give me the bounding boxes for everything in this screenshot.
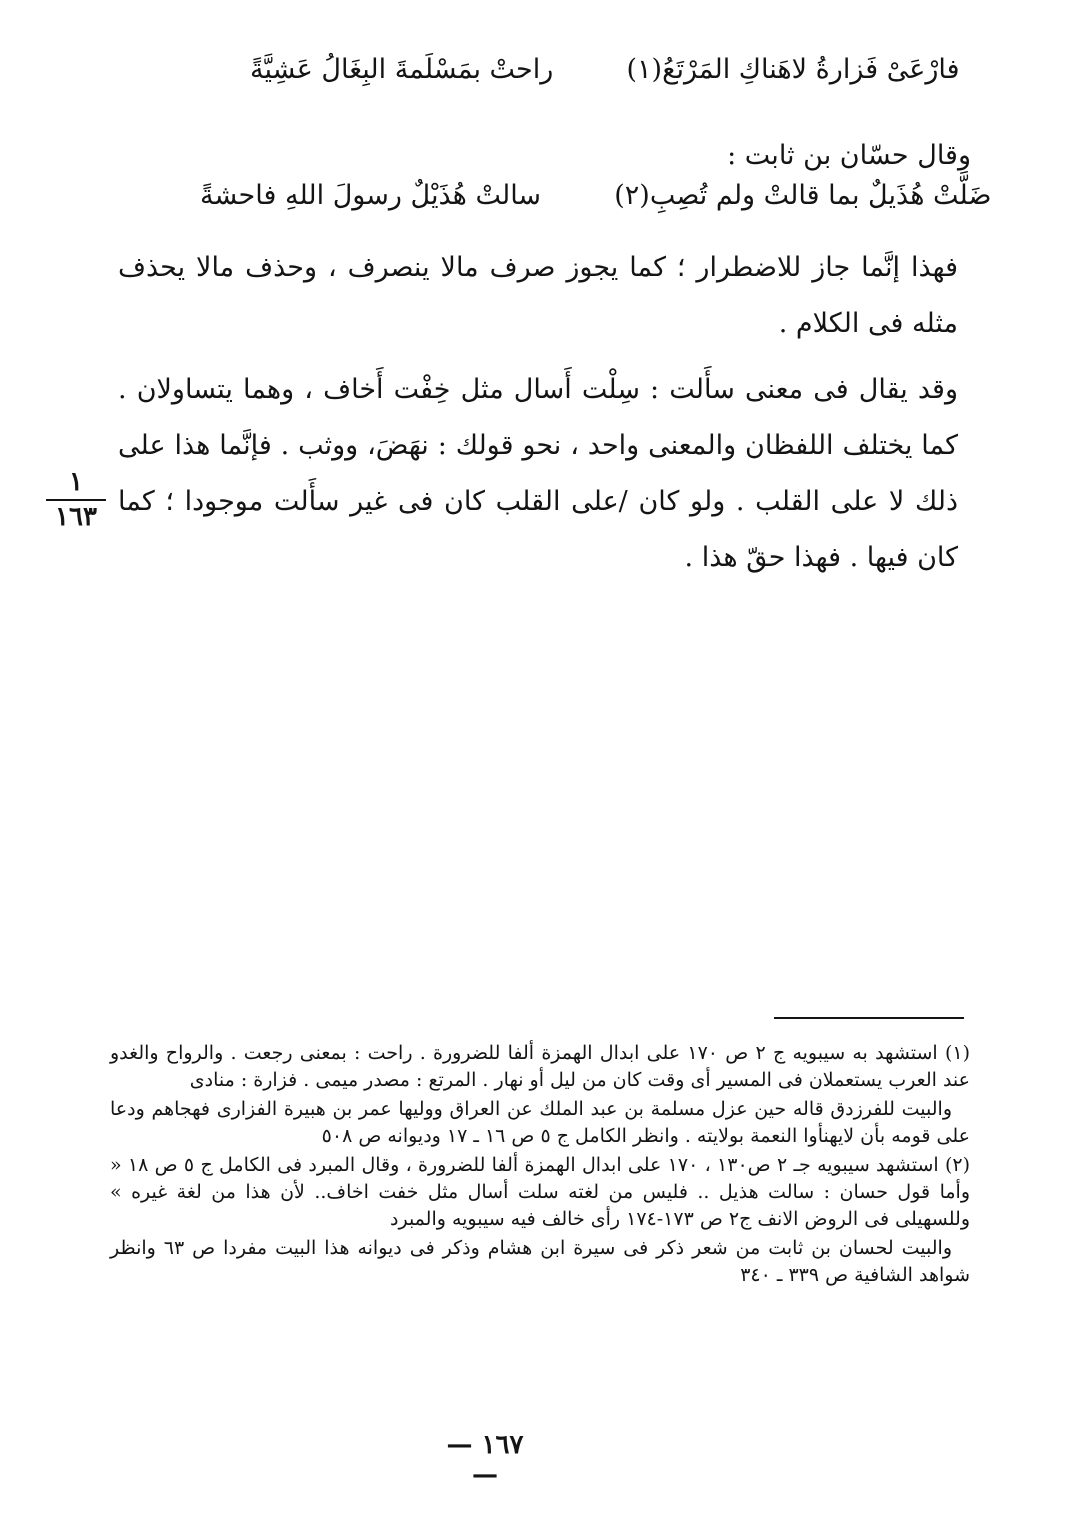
- paragraph-2: [118, 362, 958, 586]
- footnote-2-continuation: والبيت لحسان بن ثابت من شعر ذكر فى سيرة ابن هشام وذكر فى ديوانه هذا البيت مفردا ص ٦٣ وانظر شواهد الشافية ص ٣٣٩ ـ ٣٤٠: [110, 1237, 970, 1286]
- verse-2-first-hemistich: سالتْ هُذَيْلٌ رسولَ اللهِ فاحشةً: [200, 180, 542, 211]
- footnote-2: (٢) استشهد سيبويه جـ ٢ ص١٣٠ ، ١٧٠ على ابدال الهمزة ألفا للضرورة ، وقال المبرد فى الكامل ج ٥ ص ١٨ « وأما قول حسان : سالت هذيل .. فليس من لغته سلت أسال مثل خفت اخاف.. لأن هذا من لغة غيره » وللسهيلى فى الروض الانف ج٢ ص ١٧٣-١٧٤ رأى خالف فيه سيبويه والمبرد: [110, 1154, 970, 1230]
- margin-folio-denominator: ١٦٣: [55, 501, 97, 532]
- footnotes: [110, 1040, 970, 1291]
- verse-2: [200, 180, 992, 212]
- paragraph-2-text: وقد يقال فى معنى سأَلت : سِلْت أَسال مثل خِفْت أَخاف ، وهما يتساولان . كما يختلف اللفظان والمعنى واحد ، نحو قولك : نهَضَ، ووثب . فإنَّما هذا على ذلك لا على القلب . ولو كان /على القلب كان فى غير سأَلت موجودا ؛ كما كان فيها . فهذا حقّ هذا .: [118, 374, 958, 573]
- footnote-1-continuation: والبيت للفرزدق قاله حين عزل مسلمة بن عبد الملك عن العراق ووليها عمر بن هبيرة الفزارى فهجاهم ودعا على قومه بأن لايهنأوا النعمة بولايته . وانظر الكامل ج ٥ ص ١٦ ـ ١٧ وديوانه ص ٥٠٨: [110, 1098, 970, 1147]
- verse-1-first-hemistich: راحتْ بمَسْلَمةَ البِغَالُ عَشِيَّةً: [250, 54, 554, 85]
- footnote-separator: [774, 1017, 964, 1019]
- paragraph-1-text: فهذا إنَّما جاز للاضطرار ؛ كما يجوز صرف مالا ينصرف ، وحذف مالا يحذف مثله فى الكلام .: [118, 252, 958, 339]
- footnote-1: (١) استشهد به سيبويه ج ٢ ص ١٧٠ على ابدال الهمزة ألفا للضرورة . راحت : بمعنى رجعت . والرواح والغدو عند العرب يستعملان فى المسير أى وقت كان من ليل أو نهار . المرتع : مصدر ميمى . فزارة : منادى: [110, 1042, 970, 1091]
- verse-1: [250, 54, 960, 86]
- paragraph-1: [118, 240, 958, 352]
- verse-2-second-hemistich: ضَلَّتْ هُذَيلٌ بما قالتْ ولم تُصِبِ(٢): [614, 180, 992, 211]
- intro-hassan: وقال حسّان بن ثابت :: [727, 140, 971, 171]
- margin-folio-numerator: ١: [46, 468, 106, 501]
- margin-folio-reference: [46, 468, 106, 531]
- verse-1-second-hemistich: فارْعَىْ فَزارةُ لاهَناكِ المَرْتَعُ(١): [626, 54, 960, 85]
- page-number: — ١٦٧ —: [446, 1430, 524, 1490]
